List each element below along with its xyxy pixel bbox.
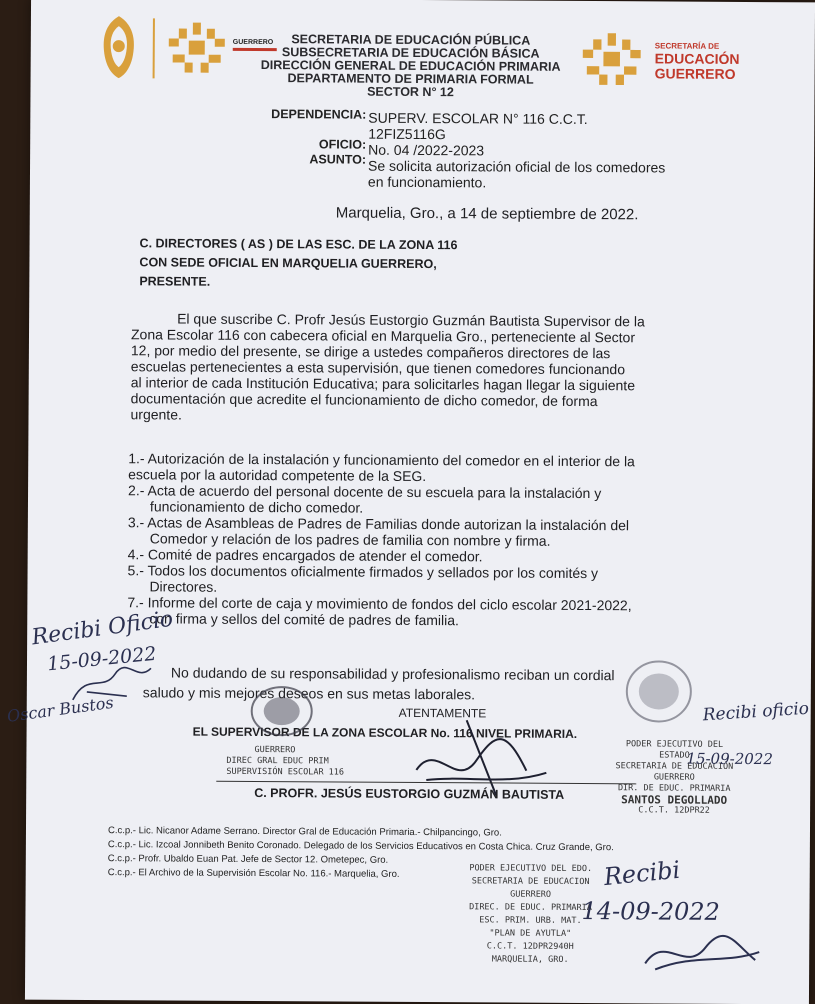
handwritten-signature-bottom xyxy=(635,923,765,980)
stamp-right-line: C.C.T. 12DPR22 xyxy=(638,805,710,816)
requirements-list xyxy=(127,450,728,630)
date-line: Marquelia, Gro., a 14 de septiembre de 2022. xyxy=(335,204,639,224)
header-line-2: SUBSECRETARIA DE EDUCACIÓN BÁSICA xyxy=(281,45,540,61)
list-item: 1.- Autorización de la instalación y funcionamiento del comedor en el interior de la xyxy=(128,450,635,470)
list-item: Comedor y relación de los padres de familia con nombre y firma. xyxy=(149,530,551,549)
recipient-block xyxy=(139,234,457,293)
handwritten-received-bottom: Recibi xyxy=(602,855,682,892)
education-flower-logo xyxy=(580,31,642,96)
intro-line: El que suscribe C. Profr Jesús Eustorgio Guzmán Bautista Supervisor de la xyxy=(177,310,645,330)
handwritten-received-right: Recibi oficio xyxy=(702,698,810,726)
intro-line: Zona Escolar 116 con cabecera oficial en Marquelia Gro., perteneciente al Sector xyxy=(130,326,636,346)
stamp-bottom-line: C.C.T. 12DPR2940H xyxy=(486,941,574,952)
ccp-item: C.c.p.- Lic. Izcoal Jonnibeth Benito Coronado. Delegado de los Servicios Educativos en Costa Chica. Cruz Grande, Gro. xyxy=(107,839,614,854)
handwritten-signature-left xyxy=(67,662,157,707)
wordmark-top: SECRETARÍA DE xyxy=(654,41,720,51)
stamp-bottom-line: SECRETARIA DE EDUCACION xyxy=(471,876,590,888)
list-item: 5.- Todos los documentos oficialmente firmados y sellados por los comités y xyxy=(127,562,599,582)
handwritten-date-left: 15-09-2022 xyxy=(46,642,158,676)
recipient-line-2: CON SEDE OFICIAL EN MARQUELIA GUERRERO, xyxy=(139,255,437,272)
dependencia-value: SUPERV. ESCOLAR N° 116 C.C.T. xyxy=(368,109,588,128)
wordmark-main2: GUERRERO xyxy=(654,65,736,82)
oficio-value: No. 04 /2022-2023 xyxy=(368,141,485,159)
stamp-left-line: DIREC GRAL EDUC PRIM xyxy=(226,755,329,767)
left-office-stamp xyxy=(226,745,344,779)
dependencia-cct: 12FIZ5116G xyxy=(368,125,446,143)
stamp-bottom-line: MARQUELIA, GRO. xyxy=(491,954,569,965)
wordmark-main1: EDUCACIÓN xyxy=(654,50,740,67)
stamp-right-line: PODER EJECUTIVO DEL xyxy=(625,739,724,750)
closing-line-2: saludo y mis mejores deseos en sus metas laborales. xyxy=(142,684,476,703)
ccp-item: C.c.p.- Profr. Ubaldo Euan Pat. Jefe de Sector 12. Ometepec, Gro. xyxy=(107,853,389,866)
closing-line-1: No dudando de su responsabilidad y profesionalismo reciban un cordial xyxy=(170,664,615,684)
asunto-value-2: en funcionamiento. xyxy=(367,173,487,191)
bottom-school-stamp xyxy=(465,862,596,967)
header-institution-block xyxy=(260,33,560,100)
handwritten-date-right: 15-09-2022 xyxy=(686,749,773,769)
atentamente-text: ATENTAMENTE xyxy=(398,705,487,721)
header-divider xyxy=(153,18,155,78)
header-line-5: SECTOR N° 12 xyxy=(367,84,454,100)
mexico-seal-right-icon xyxy=(623,657,695,725)
stamp-right-line: GUERRERO xyxy=(653,772,695,783)
state-coat-of-arms-logo xyxy=(99,14,139,80)
intro-line: documentación que acredite el funcionamiento de dicho comedor, de forma xyxy=(130,390,598,410)
header-line-3: DIRECCIÓN GENERAL DE EDUCACIÓN PRIMARIA xyxy=(260,58,561,74)
guerrero-gov-logo-text: GUERRERO xyxy=(232,38,274,47)
handwritten-date-bottom: 14-09-2022 xyxy=(581,896,720,926)
intro-line: al interior de cada Institución Educativa; para solicitarles hagan llegar la siguiente xyxy=(130,374,636,394)
stamp-left-line: SUPERVISIÓN ESCOLAR 116 xyxy=(226,766,345,778)
education-guerrero-wordmark xyxy=(655,41,740,82)
guerrero-flower-logo xyxy=(167,20,227,78)
stamp-left-line: GUERRERO xyxy=(254,744,296,756)
stamp-right-line: SANTOS DEGOLLADO xyxy=(621,793,728,807)
oficio-label: OFICIO: xyxy=(318,137,367,152)
stamp-right-line: DIR. DE EDUC. PRIMARIA xyxy=(617,783,731,794)
stamp-bottom-line: GUERRERO xyxy=(510,889,552,900)
stamp-right-line: ESTADO xyxy=(659,750,690,761)
handwritten-name-left: Oscar Bustos xyxy=(5,692,115,726)
supervisor-signature xyxy=(406,700,557,799)
dependencia-label: DEPENDENCIA: xyxy=(271,107,367,122)
ccp-item: C.c.p.- Lic. Nicanor Adame Serrano. Director Gral de Educación Primaria.- Chilpancingo, Gro. xyxy=(107,825,502,839)
ccp-item: C.c.p.- El Archivo de la Supervisión Escolar No. 116.- Marquelia, Gro. xyxy=(107,867,400,880)
list-item: funcionamiento de dicho comedor. xyxy=(149,498,364,516)
mexico-seal-stamp-icon xyxy=(245,683,319,739)
intro-line: urgente. xyxy=(130,406,182,423)
recipient-line-1: C. DIRECTORES ( AS ) DE LAS ESC. DE LA ZONA 116 xyxy=(139,236,458,253)
supervisor-title: EL SUPERVISOR DE LA ZONA ESCOLAR No. 116 NIVEL PRIMARIA. xyxy=(192,724,578,741)
list-item: 4.- Comité de padres encargados de atender el comedor. xyxy=(127,546,483,565)
list-item: Directores. xyxy=(149,578,218,595)
header-line-1: SECRETARIA DE EDUCACIÓN PÚBLICA xyxy=(291,32,531,48)
stamp-bottom-line: ESC. PRIM. URB. MAT. xyxy=(479,915,582,926)
intro-line: 12, por medio del presente, se dirige a ustedes compañeros directores de las xyxy=(130,342,611,362)
stamp-right-line: SECRETARIA DE EDUCACIÓN xyxy=(615,761,734,772)
list-item: escuela por la autoridad competente de la SEG. xyxy=(128,466,427,485)
recipient-line-3: PRESENTE. xyxy=(139,274,211,289)
list-item: 7.- Informe del corte de caja y movimiento de fondos del ciclo escolar 2021-2022, xyxy=(127,594,632,614)
letter-page xyxy=(5,0,815,1004)
intro-paragraph xyxy=(130,310,721,426)
list-item: 2.- Acta de acuerdo del personal docente de su escuela para la instalación y xyxy=(128,482,602,502)
list-item: 3.- Actas de Asambleas de Padres de Familias donde autorizan la instalación del xyxy=(127,514,630,534)
signer-name: C. PROFR. JESÚS EUSTORGIO GUZMÁN BAUTISTA xyxy=(254,785,565,802)
list-item: con firma y sellos del comité de padres de familia. xyxy=(149,610,460,629)
header-line-4: DEPARTAMENTO DE PRIMARIA FORMAL xyxy=(287,71,534,87)
stamp-bottom-line: "PLAN DE AYUTLA" xyxy=(489,928,572,939)
stamp-bottom-line: PODER EJECUTIVO DEL EDO. xyxy=(469,863,593,875)
asunto-value-1: Se solicita autorización oficial de los comedores xyxy=(367,157,666,176)
handwritten-received-left: Recibi Oficio xyxy=(30,606,175,651)
stamp-bottom-line: DIREC. DE EDUC. PRIMARIA xyxy=(469,902,592,914)
asunto-label: ASUNTO: xyxy=(309,152,367,167)
intro-line: escuelas pertenecientes a esta supervisión, que tienen comedores funcionando xyxy=(130,358,626,378)
